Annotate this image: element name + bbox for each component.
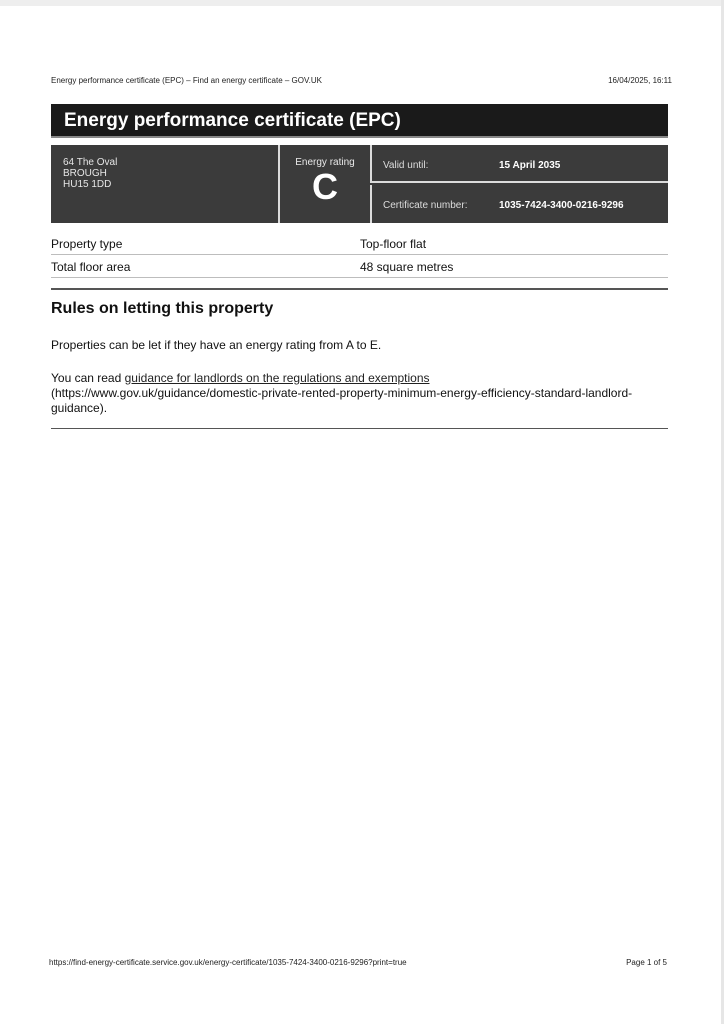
summary-key: Property type <box>51 237 123 251</box>
guidance-link-url: (https://www.gov.uk/guidance/domestic-private-rented-property-minimum-energy-efficiency-standard-landlord-guidance) <box>51 386 633 415</box>
certificate-number-value: 1035-7424-3400-0216-9296 <box>499 200 624 211</box>
letting-rules-paragraph: Properties can be let if they have an energy rating from A to E. <box>51 338 382 352</box>
address-line-2: BROUGH <box>63 168 107 179</box>
energy-rating-cell <box>278 145 370 223</box>
energy-rating-letter: C <box>312 166 338 207</box>
address-line-3: HU15 1DD <box>63 179 112 190</box>
section-divider-top <box>51 288 668 290</box>
address-line-1: 64 The Oval <box>63 157 118 168</box>
certificate-number-label: Certificate number: <box>383 200 468 211</box>
landlord-guidance-paragraph <box>51 371 641 416</box>
valid-until-label: Valid until: <box>383 160 429 171</box>
section-divider-bottom <box>51 428 668 429</box>
property-address <box>51 145 276 223</box>
certificate-number-cell <box>370 185 670 223</box>
summary-row-floor-area <box>51 255 668 278</box>
summary-row-property-type <box>51 232 668 255</box>
summary-key: Total floor area <box>51 260 131 274</box>
guidance-suffix: . <box>103 401 108 415</box>
valid-until-value: 15 April 2035 <box>499 160 561 171</box>
energy-rating-label: Energy rating <box>295 157 355 168</box>
summary-value: 48 square metres <box>360 260 454 274</box>
summary-value: Top-floor flat <box>360 237 427 251</box>
print-footer-url: https://find-energy-certificate.service.gov.uk/energy-certificate/1035-7424-3400-0216-9296?print=true <box>49 958 407 967</box>
landlord-guidance-link[interactable]: guidance for landlords on the regulations and exemptions <box>124 371 430 385</box>
valid-until-cell <box>370 145 668 183</box>
guidance-prefix: You can read <box>51 371 125 385</box>
page-title: Energy performance certificate (EPC) <box>64 110 401 131</box>
print-footer-page-number: Page 1 of 5 <box>626 958 667 967</box>
page-title-bar <box>51 104 668 138</box>
print-header-datetime: 16/04/2025, 16:11 <box>608 76 672 85</box>
print-header-title: Energy performance certificate (EPC) – Find an energy certificate – GOV.UK <box>51 76 322 85</box>
epc-summary-box <box>51 145 668 223</box>
letting-rules-heading: Rules on letting this property <box>51 300 274 317</box>
scan-top-edge <box>0 0 724 6</box>
